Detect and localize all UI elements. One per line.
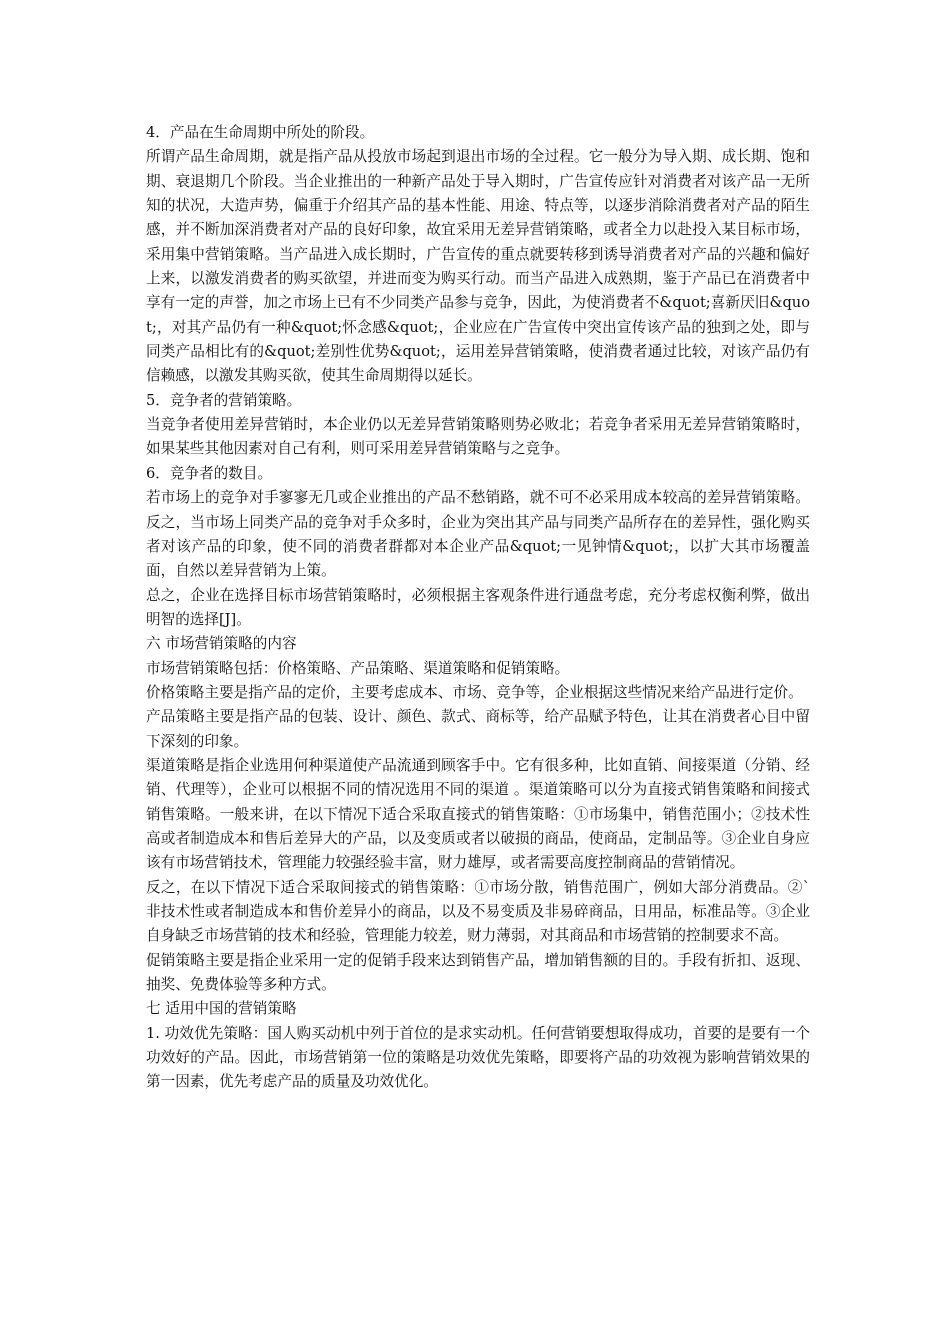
section-heading-china-strategy: 七 适用中国的营销策略 [146,1000,297,1018]
paragraph-product-lifecycle: 所谓产品生命周期，就是指产品从投放市场起到退出市场的全过程。它一般分为导入期、成长期、饱和期、衰退期几个阶段。当企业推出的一种新产品处于导入期时，广告宣传应针对消费者对该产品一无所知的状况，大造声势，偏重于介绍其产品的基本性能、用途、特点等，以逐步消除消费者对产品的陌生感，并不断加深消费者对产品的良好印象，故宜采用无差异营销策略，或者全力以赴投入某目标市场，采用集中营销策略。当产品进入成长期时，广告宣传的重点就要转移到诱导消费者对产品的兴趣和偏好上来，以激发消费者的购买欲望，并进而变为购买行动。而当产品进入成熟期，鉴于产品已在消费者中享有一定的声誉，加之市场上已有不少同类产品参与竞争，因此，为使消费者不&quot;喜新厌旧&quot;，对其产品仍有一种&quot;怀念感&quot;，企业应在广告宣传中突出宣传该产品的独到之处，即与同类产品相比有的&quot;差别性优势&quot;，运用差异营销策略，使消费者通过比较，对该产品仍有信赖感，以激发其购买欲，使其生命周期得以延长。 [146,148,810,385]
paragraph-efficacy-first: 1. 功效优先策略：国人购买动机中列于首位的是求实动机。任何营销要想取得成功，首要的是要有一个功效好的产品。因此，市场营销第一位的策略是功效优先策略，即要将产品的功效视为影响营销效果的第一因素，优先考虑产品的质量及功效优化。 [146,1024,810,1091]
paragraph-strategy-list: 市场营销策略包括：价格策略、产品策略、渠道策略和促销策略。 [146,659,570,677]
paragraph-promotion-strategy: 促销策略主要是指企业采用一定的促销手段来达到销售产品，增加销售额的目的。手段有折扣、返现、抽奖、免费体验等多种方式。 [146,951,810,994]
paragraph-competitor-strategy: 当竞争者使用差异营销时，本企业仍以无差异营销策略则势必败北；若竞争者采用无差异营销策略时，如果某些其他因素对自己有利，则可采用差异营销策略与之竞争。 [146,416,810,458]
heading-competitor-strategy: 5．竞争者的营销策略。 [146,391,302,409]
paragraph-indirect-sales: 反之，在以下情况下适合采取间接式的销售策略：①市场分散，销售范围广，例如大部分消费品。②`非技术性或者制造成本和售价差异小的商品，以及不易变质及非易碎商品，日用品，标准品等。③企业自身缺乏市场营销的技术和经验，管理能力较差，财力薄弱，对其商品和市场营销的控制要求不高。 [146,878,810,945]
paragraph-product-strategy: 产品策略主要是指产品的包装、设计、颜色、款式、商标等，给产品赋予特色，让其在消费者心目中留下深刻的印象。 [146,708,810,750]
document-body [146,121,810,1095]
paragraph-channel-strategy: 渠道策略是指企业选用何种渠道使产品流通到顾客手中。它有很多种，比如直销、间接渠道（分销、经销、代理等），企业可以根据不同的情况选用不同的渠道 。渠道策略可以分为直接式销售策略和间接式销售策略。一般来讲，在以下情况下适合采取直接式的销售策略：①市场集中，销售范围小；②技术性高或者制造成本和售后差异大的产品，以及变质或者以破损的商品，使商品，定制品等。③企业自身应该有市场营销技术，管理能力较强经验丰富，财力雄厚，或者需要高度控制商品的营销情况。 [146,756,810,872]
section-heading-marketing-strategy-content: 六 市场营销策略的内容 [146,635,297,653]
paragraph-summary: 总之，企业在选择目标市场营销策略时，必须根据主客观条件进行通盘考虑，充分考虑权衡利弊，做出明智的选择[J]。 [146,586,810,628]
heading-competitor-count: 6．竞争者的数目。 [146,464,273,482]
paragraph-price-strategy: 价格策略主要是指产品的定价，主要考虑成本、市场、竞争等，企业根据这些情况来给产品进行定价。 [146,683,803,701]
heading-product-lifecycle-stage: 4．产品在生命周期中所处的阶段。 [146,124,375,141]
paragraph-competitor-count: 若市场上的竞争对手寥寥无几或企业推出的产品不愁销路，就不可不必采用成本较高的差异营销策略。反之，当市场上同类产品的竞争对手众多时，企业为突出其产品与同类产品所存在的差异性，强化购买者对该产品的印象，使不同的消费者群都对本企业产品&quot;一见钟情&quot;，以扩大其市场覆盖面，自然以差异营销为上策。 [146,489,810,580]
